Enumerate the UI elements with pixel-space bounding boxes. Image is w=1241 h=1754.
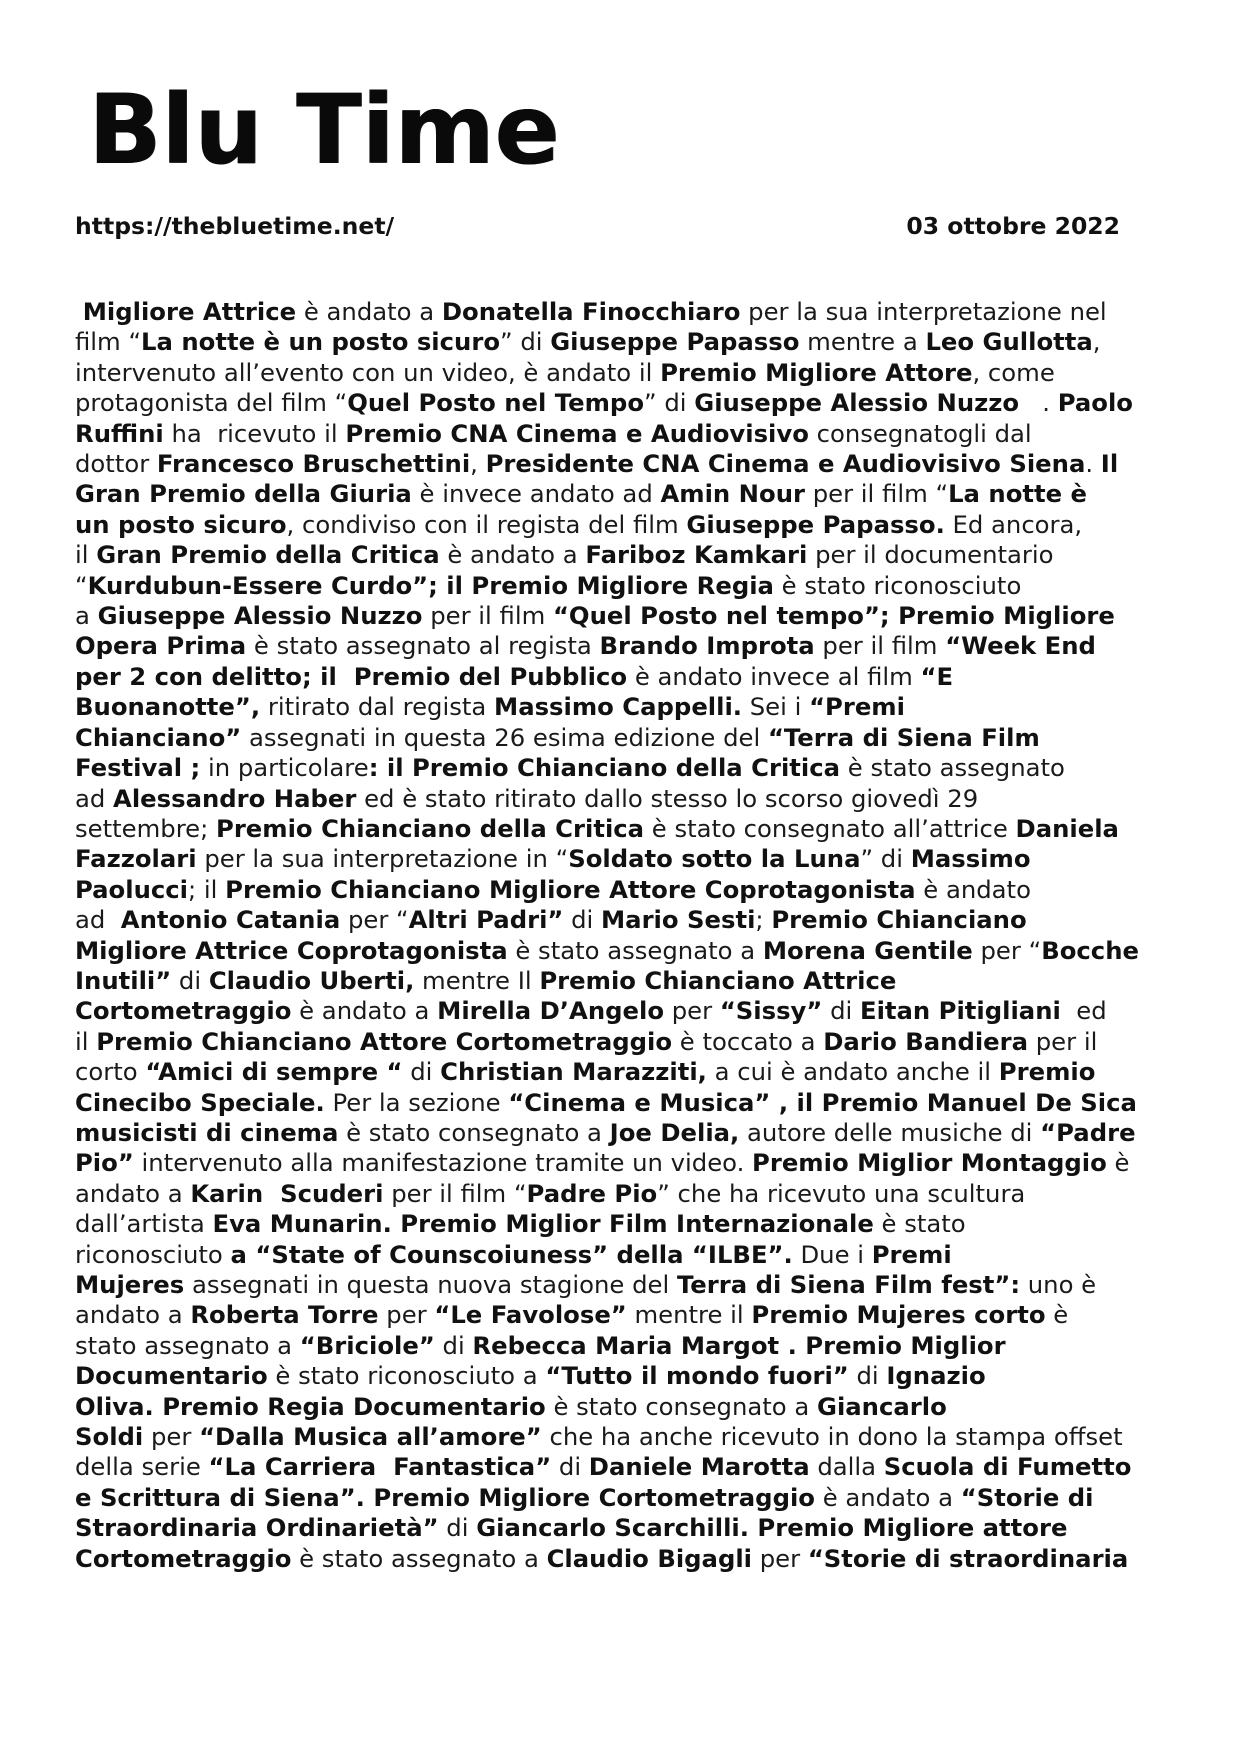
bold-text: Premio Chianciano Migliore Attore Coprotagonista (225, 874, 916, 904)
text: che ha anche ricevuto in dono la stampa offset (541, 1422, 1123, 1452)
article-line (75, 1118, 1175, 1148)
text: è andato a (291, 996, 438, 1026)
bold-text: Premio CNA Cinema e Audiovisivo (345, 418, 809, 448)
bold-text: a “State of Counscoiuness” della “ILBE”. (230, 1239, 793, 1269)
text: autore delle musiche di (739, 1117, 1041, 1147)
bold-text: Migliore Attrice (82, 297, 297, 326)
bold-text: Donatella Finocchiaro (441, 297, 741, 326)
text: di (434, 1330, 473, 1360)
text: il (75, 1026, 97, 1056)
article-line (75, 540, 1175, 570)
article-line (75, 1483, 1175, 1513)
bold-text: Altri Padri” (408, 905, 564, 935)
text: è stato (873, 1209, 966, 1239)
article-line (75, 996, 1175, 1026)
bold-text: “Cinema e Musica” , il Premio Manuel De Sica (508, 1087, 1137, 1117)
bold-text: “Premi (809, 692, 905, 722)
article-line (75, 905, 1175, 935)
text: . (1085, 449, 1101, 479)
article-line (75, 784, 1175, 814)
text: a (75, 601, 98, 631)
text: il (75, 540, 97, 570)
text: corto (75, 1057, 146, 1087)
bold-text: La notte è (948, 479, 1088, 509)
bold-text: Eva Munarin. Premio Miglior Film Internazionale (212, 1209, 874, 1239)
bold-text: Morena Gentile (762, 935, 973, 965)
text: per il film “ (383, 1178, 527, 1208)
text: stato assegnato a (75, 1330, 300, 1360)
text: è stato consegnato a (338, 1117, 610, 1147)
article-line (75, 297, 1175, 327)
bold-text: Fariboz Kamkari (585, 540, 808, 570)
bold-text: “La Carriera Fantastica” (208, 1452, 552, 1482)
bold-text: “Quel Posto nel tempo”; Premio Migliore (552, 601, 1115, 631)
bold-text: “Tutto il mondo fuori” (545, 1361, 849, 1391)
text: protagonista del film “ (75, 388, 348, 418)
text: è (1045, 1300, 1069, 1330)
publication-logo: Blu Time (88, 74, 560, 186)
bold-text: Massimo (910, 844, 1031, 874)
text: ” che ha ricevuto una scultura (657, 1178, 1026, 1208)
bold-text: Giuseppe Papasso. (686, 509, 945, 539)
publication-date: 03 ottobre 2022 (906, 212, 1120, 240)
bold-text: Migliore Attrice Coprotagonista (75, 935, 508, 965)
text: per (378, 1300, 435, 1330)
article-line (75, 1300, 1175, 1330)
bold-text: Quel Posto nel Tempo (347, 388, 645, 418)
text: è andato a (815, 1482, 961, 1512)
bold-text: Dario Bandiera (823, 1026, 1029, 1056)
bold-text: Straordinaria Ordinarietà” (75, 1513, 439, 1543)
bold-text: Giuseppe Alessio Nuzzo (694, 388, 1020, 418)
bold-text: “Briciole” (299, 1330, 435, 1360)
text: Per la sezione (324, 1087, 509, 1117)
bold-text: Giuseppe Papasso (550, 327, 800, 357)
article-line (75, 814, 1175, 844)
text: è andato a (439, 540, 586, 570)
bold-text: Padre Pio (526, 1178, 658, 1208)
text: per la sua interpretazione nel (740, 297, 1107, 326)
source-url: https://thebluetime.net/ (75, 212, 395, 240)
text: mentre Il (414, 965, 540, 995)
article-line (75, 631, 1175, 661)
text: di (563, 905, 601, 935)
text: uno è (1020, 1270, 1097, 1299)
bold-text: musicisti di cinema (75, 1117, 339, 1147)
article-line (75, 1088, 1175, 1118)
article-line (75, 327, 1175, 357)
article-line (75, 419, 1175, 449)
bold-text: La notte è un posto sicuro (141, 327, 501, 357)
text: assegnati in questa 26 esima edizione del (241, 722, 768, 752)
bold-text: Alessandro Haber (113, 783, 357, 813)
text: di (438, 1513, 477, 1543)
bold-text: Kurdubun-Essere Curdo”; il Premio Migliore Regia (87, 570, 774, 600)
article-line (75, 601, 1175, 631)
bold-text: “Storie di straordinaria (807, 1543, 1129, 1573)
text: per (664, 996, 720, 1026)
bold-text: Daniela (1015, 813, 1119, 843)
bold-text: Paolo (1057, 388, 1133, 418)
article-line (75, 1544, 1175, 1574)
text: . (1019, 388, 1058, 418)
text: ad (75, 905, 121, 935)
article-meta (75, 212, 1120, 242)
text: ” di (644, 388, 695, 418)
article-line (75, 1148, 1175, 1178)
text: Ed ancora, (944, 509, 1083, 539)
article-line (75, 571, 1175, 601)
bold-text: Karin Scuderi (190, 1178, 384, 1208)
bold-text: “E (920, 661, 954, 691)
bold-text: Cortometraggio (75, 996, 292, 1026)
text (75, 297, 83, 326)
text: per (143, 1422, 200, 1452)
article-line (75, 936, 1175, 966)
article-line (75, 1179, 1175, 1209)
text: assegnati in questa nuova stagione del (184, 1270, 677, 1299)
bold-text: Mario Sesti (601, 905, 756, 935)
text: è stato assegnato a (291, 1543, 547, 1573)
text: mentre a (799, 327, 926, 357)
bold-text: Eitan Pitigliani (859, 996, 1061, 1026)
text: per il film (422, 601, 553, 631)
text: è stato riconosciuto (773, 570, 1022, 600)
text: riconosciuto (75, 1239, 231, 1269)
bold-text: Premio Chianciano Attore Cortometraggio (96, 1026, 673, 1056)
text: è stato assegnato a (507, 935, 763, 965)
text: per “ (972, 935, 1042, 965)
text: ed è stato ritirato dallo stesso lo scorso giovedì 29 (356, 783, 979, 813)
bold-text: e Scrittura di Siena”. Premio Migliore Cortometraggio (75, 1482, 815, 1512)
text: dottor (75, 449, 157, 479)
bold-text: Daniele Marotta (588, 1452, 810, 1482)
bold-text: Leo Gullotta (925, 327, 1093, 357)
bold-text: Cinecibo Speciale. (75, 1087, 325, 1117)
text: per (752, 1543, 808, 1573)
text: intervenuto all’evento con un video, è andato il (75, 357, 661, 387)
text: di (822, 996, 860, 1026)
bold-text: “Padre (1040, 1117, 1136, 1147)
text: consegnatogli dal (808, 418, 1032, 448)
text: settembre; (75, 813, 217, 843)
bold-text: Christian Marazziti, (440, 1057, 707, 1087)
bold-text: Il (1100, 449, 1119, 479)
text: di (848, 1361, 887, 1391)
bold-text: Claudio Bigagli (546, 1543, 753, 1573)
bold-text: “Amici di sempre “ (145, 1057, 403, 1087)
bold-text: Mujeres (75, 1270, 185, 1299)
article-line (75, 844, 1175, 874)
text: ; il (188, 874, 226, 904)
bold-text: Francesco Bruschettini (156, 449, 471, 479)
bold-text: Soldi (75, 1422, 144, 1452)
bold-text: Premio (998, 1057, 1096, 1087)
text: è stato consegnato a (545, 1391, 817, 1421)
article-line (75, 1209, 1175, 1239)
text: è stato riconosciuto a (267, 1361, 546, 1391)
bold-text: “Terra di Siena Film (767, 722, 1040, 752)
text: è stato assegnato al regista (246, 631, 600, 661)
bold-text: Festival ; (75, 753, 201, 783)
text: andato a (75, 1300, 191, 1330)
bold-text: Joe Delia, (609, 1117, 740, 1147)
bold-text: Inutili” (75, 965, 172, 995)
text: ; (755, 905, 772, 935)
bold-text: “Le Favolose” (434, 1300, 627, 1330)
bold-text: Paolucci (75, 874, 189, 904)
bold-text: Massimo Cappelli. (494, 692, 743, 722)
article-line (75, 875, 1175, 905)
text: Due i (792, 1239, 872, 1269)
text: è toccato a (672, 1026, 824, 1056)
bold-text: Claudio Uberti, (208, 965, 415, 995)
text: , condiviso con il regista del film (286, 509, 687, 539)
text: per la sua interpretazione in “ (196, 844, 569, 874)
article-body (75, 297, 1175, 1574)
text: è stato assegnato (840, 753, 1065, 783)
bold-text: Bocche (1041, 935, 1139, 965)
bold-text: : il Premio Chianciano della Critica (368, 753, 841, 783)
bold-text: Soldato sotto la Luna (568, 844, 861, 874)
bold-text: Ignazio (886, 1361, 986, 1391)
article-line (75, 388, 1175, 418)
bold-text: Premi (871, 1239, 952, 1269)
bold-text: Buonanotte”, (75, 692, 261, 722)
text: , (1092, 327, 1101, 357)
article-line (75, 1027, 1175, 1057)
article-line (75, 662, 1175, 692)
article-line (75, 449, 1175, 479)
text: è andato a (296, 297, 442, 326)
bold-text: Ruffini (75, 418, 164, 448)
article-line (75, 358, 1175, 388)
text: ritirato dal regista (260, 692, 495, 722)
article-line (75, 1422, 1175, 1452)
text: è stato consegnato all’attrice (644, 813, 1016, 843)
bold-text: Roberta Torre (190, 1300, 379, 1330)
article-line (75, 1331, 1175, 1361)
bold-text: Cortometraggio (75, 1543, 292, 1573)
bold-text: Gran Premio della Giuria (75, 479, 412, 509)
text: dalla (809, 1452, 884, 1482)
bold-text: Pio” (75, 1148, 134, 1178)
text: mentre il (626, 1300, 752, 1330)
bold-text: Gran Premio della Critica (96, 540, 440, 570)
text: , (470, 449, 486, 479)
text: , come (972, 357, 1055, 387)
bold-text: Amin Nour (660, 479, 805, 509)
article-line (75, 1452, 1175, 1482)
bold-text: Oliva. Premio Regia Documentario (75, 1391, 546, 1421)
text: di (171, 965, 209, 995)
text: andato a (75, 1178, 191, 1208)
text: “ (75, 570, 88, 600)
text: per il film (814, 631, 946, 661)
bold-text: Premio Miglior Montaggio (752, 1148, 1107, 1178)
text: di (551, 1452, 589, 1482)
text: ha ricevuto il (163, 418, 346, 448)
article-line (75, 1361, 1175, 1391)
bold-text: “Dalla Musica all’amore” (199, 1422, 542, 1452)
text: della serie (75, 1452, 209, 1482)
article-line (75, 1513, 1175, 1543)
article-line (75, 1392, 1175, 1422)
bold-text: Premio Migliore Attore (660, 357, 973, 387)
text: Sei i (742, 692, 810, 722)
bold-text: Premio Mujeres corto (751, 1300, 1046, 1330)
bold-text: Premio Chianciano della Critica (216, 813, 645, 843)
article-line (75, 723, 1175, 753)
text: intervenuto alla manifestazione tramite un video. (133, 1148, 753, 1178)
bold-text: Premio Chianciano Attrice (539, 965, 897, 995)
bold-text: un posto sicuro (75, 509, 287, 539)
text: ad (75, 783, 114, 813)
text: di (402, 1057, 441, 1087)
text: per “ (340, 905, 409, 935)
bold-text: Documentario (75, 1361, 268, 1391)
article-line (75, 1057, 1175, 1087)
bold-text: Giancarlo (817, 1391, 947, 1421)
bold-text: Presidente CNA Cinema e Audiovisivo Siena (485, 449, 1086, 479)
text: è andato (915, 874, 1031, 904)
article-line (75, 753, 1175, 783)
bold-text: Mirella D’Angelo (437, 996, 665, 1026)
bold-text: Brando Improta (599, 631, 815, 661)
article-line (75, 1270, 1175, 1300)
bold-text: per 2 con delitto; il Premio del Pubblico (75, 661, 628, 691)
article-line (75, 479, 1175, 509)
bold-text: “Week End (945, 631, 1096, 661)
text: è (1106, 1148, 1130, 1178)
bold-text: “Storie di (960, 1482, 1094, 1512)
bold-text: Rebecca Maria Margot . Premio Miglior (472, 1330, 1006, 1360)
text: è andato invece al film (627, 661, 921, 691)
article-line (75, 692, 1175, 722)
bold-text: “Sissy” (719, 996, 823, 1026)
bold-text: Terra di Siena Film fest”: (676, 1270, 1021, 1299)
text: dall’artista (75, 1209, 213, 1239)
text: per il film “ (804, 479, 949, 509)
bold-text: Premio Chianciano (771, 905, 1027, 935)
bold-text: Antonio Catania (120, 905, 341, 935)
text: è invece andato ad (411, 479, 661, 509)
text: per il (1028, 1026, 1098, 1056)
bold-text: Scuola di Fumetto (883, 1452, 1132, 1482)
text: ed (1060, 996, 1107, 1026)
text: ” di (500, 327, 551, 357)
text: film “ (75, 327, 142, 357)
article-line (75, 966, 1175, 996)
text: in particolare (200, 753, 369, 783)
bold-text: Chianciano” (75, 722, 242, 752)
bold-text: Giuseppe Alessio Nuzzo (97, 601, 423, 631)
text: ” di (860, 844, 911, 874)
text: a cui è andato anche il (706, 1057, 999, 1087)
article-line (75, 1240, 1175, 1270)
article-line (75, 510, 1175, 540)
text: per il documentario (807, 540, 1054, 570)
bold-text: Opera Prima (75, 631, 247, 661)
bold-text: Fazzolari (75, 844, 197, 874)
bold-text: Giancarlo Scarchilli. Premio Migliore attore (476, 1513, 1068, 1543)
